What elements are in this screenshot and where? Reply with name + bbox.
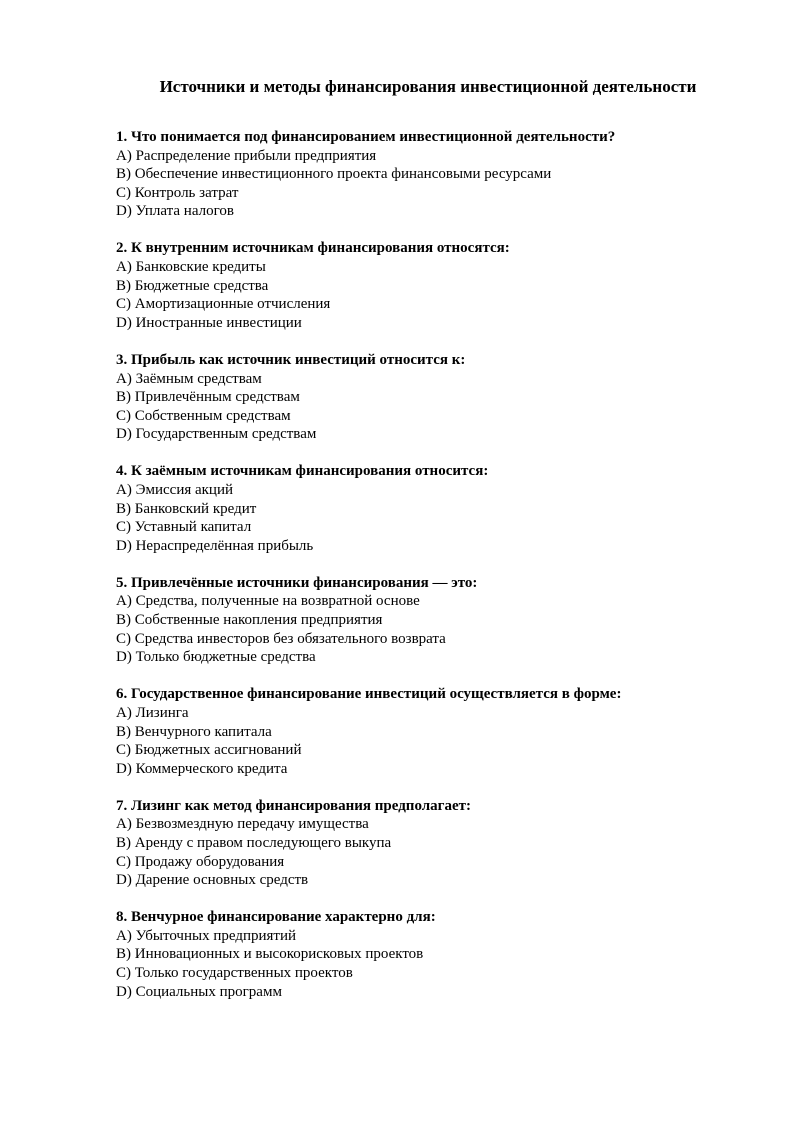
answer-option-b: B) Бюджетные средства (116, 277, 269, 294)
answer-options (116, 592, 756, 666)
document-title: Источники и методы финансирования инвестиционной деятельности (159, 77, 697, 96)
question-2 (116, 239, 756, 332)
answer-options (116, 704, 756, 778)
answer-option-c: C) Средства инвесторов без обязательного возврата (116, 630, 446, 647)
answer-option-d: D) Только бюджетные средства (116, 649, 316, 666)
answer-option-c: C) Уставный капитал (116, 519, 252, 536)
answer-option-c: C) Бюджетных ассигнований (116, 742, 302, 759)
answer-option-c: C) Амортизационные отчисления (116, 296, 331, 313)
answer-option-a: A) Заёмным средствам (116, 370, 262, 387)
question-6 (116, 685, 756, 778)
answer-option-a: A) Банковские кредиты (116, 259, 266, 276)
answer-option-a: A) Убыточных предприятий (116, 927, 297, 944)
question-text: 6. Государственное финансирование инвестиций осуществляется в форме: (116, 686, 622, 703)
question-text: 1. Что понимается под финансированием инвестиционной деятельности? (116, 129, 616, 145)
question-list (116, 128, 756, 1020)
answer-option-d: D) Уплата налогов (116, 203, 234, 220)
answer-option-d: D) Иностранные инвестиции (116, 314, 302, 331)
question-text: 8. Венчурное финансирование характерно для: (116, 909, 436, 926)
answer-option-b: B) Венчурного капитала (116, 723, 272, 740)
answer-option-c: C) Собственным средствам (116, 407, 291, 424)
question-1 (116, 128, 756, 221)
question-7 (116, 797, 756, 890)
answer-option-b: B) Аренду с правом последующего выкупа (116, 835, 392, 851)
question-text: 4. К заёмным источникам финансирования относится: (116, 463, 489, 480)
question-3 (116, 351, 756, 444)
answer-option-c: C) Контроль затрат (116, 184, 239, 201)
answer-option-d: D) Государственным средствам (116, 426, 317, 443)
question-text: 5. Привлечённые источники финансирования — это: (116, 574, 478, 591)
answer-option-b: B) Привлечённым средствам (116, 389, 300, 406)
answer-option-d: D) Социальных программ (116, 983, 282, 1000)
answer-option-b: B) Банковский кредит (116, 500, 257, 517)
question-text: 3. Прибыль как источник инвестиций относится к: (116, 351, 466, 368)
question-text: 7. Лизинг как метод финансирования предполагает: (116, 797, 472, 814)
answer-option-c: C) Только государственных проектов (116, 965, 353, 982)
answer-option-d: D) Дарение основных средств (116, 872, 309, 889)
answer-option-a: A) Средства, полученные на возвратной основе (116, 593, 420, 610)
answer-option-d: D) Нераспределённая прибыль (116, 537, 314, 554)
answer-option-a: A) Распределение прибыли предприятия (116, 147, 377, 164)
answer-option-d: D) Коммерческого кредита (116, 760, 288, 777)
answer-option-c: C) Продажу оборудования (116, 853, 285, 870)
answer-option-a: A) Лизинга (116, 704, 189, 721)
question-8 (116, 908, 756, 1001)
answer-option-b: B) Обеспечение инвестиционного проекта финансовыми ресурсами (116, 166, 552, 183)
question-text: 2. К внутренним источникам финансирования относятся: (116, 240, 510, 257)
answer-option-a: A) Эмиссия акций (116, 482, 234, 498)
question-5 (116, 574, 756, 667)
answer-option-b: B) Инновационных и высокорисковых проектов (116, 946, 424, 963)
answer-options (116, 258, 756, 332)
answer-option-b: B) Собственные накопления предприятия (116, 612, 383, 629)
question-4 (116, 462, 756, 555)
answer-option-a: A) Безвозмездную передачу имущества (116, 816, 369, 833)
answer-options (116, 481, 756, 555)
answer-options (116, 927, 756, 1001)
answer-options (116, 815, 756, 889)
answer-options (116, 147, 756, 221)
answer-options (116, 370, 756, 444)
